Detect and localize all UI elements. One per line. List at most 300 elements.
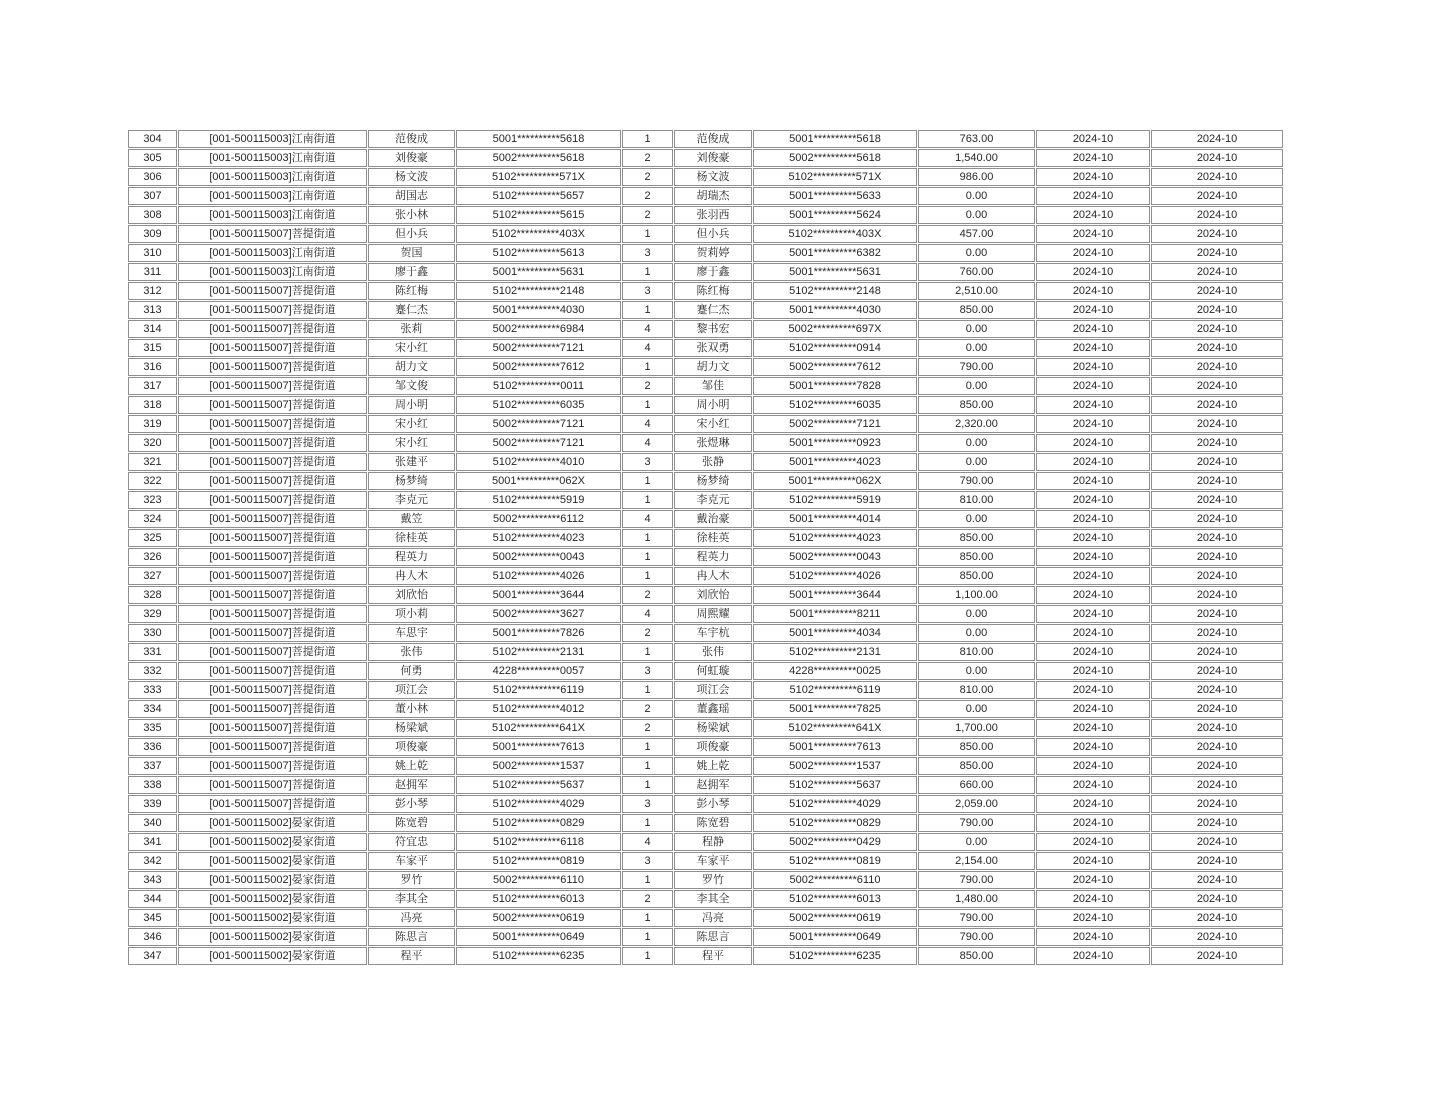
cell-row-number: 334 <box>128 700 177 718</box>
cell-insured-name: 陈宽碧 <box>368 814 455 832</box>
cell-insured-name: 邹文俊 <box>368 377 455 395</box>
cell-pay-month: 2024-10 <box>1151 529 1283 547</box>
cell-pay-month: 2024-10 <box>1151 814 1283 832</box>
cell-person-count: 3 <box>622 662 673 680</box>
cell-payee-id-masked: 5102**********0829 <box>753 814 917 832</box>
cell-pay-month: 2024-10 <box>1151 852 1283 870</box>
cell-org-code-street: [001-500115007]菩提街道 <box>178 377 367 395</box>
cell-org-code-street: [001-500115007]菩提街道 <box>178 396 367 414</box>
table-row <box>128 434 1283 452</box>
cell-row-number: 316 <box>128 358 177 376</box>
cell-pay-month: 2024-10 <box>1151 377 1283 395</box>
cell-payee-name: 杨梦绮 <box>674 472 752 490</box>
cell-row-number: 326 <box>128 548 177 566</box>
cell-payee-name: 程静 <box>674 833 752 851</box>
cell-person-count: 1 <box>622 776 673 794</box>
cell-insured-name: 廖于鑫 <box>368 263 455 281</box>
table-row <box>128 833 1283 851</box>
cell-org-code-street: [001-500115007]菩提街道 <box>178 415 367 433</box>
cell-row-number: 309 <box>128 225 177 243</box>
cell-amount: 850.00 <box>918 529 1035 547</box>
cell-payee-name: 程英力 <box>674 548 752 566</box>
cell-person-count: 4 <box>622 320 673 338</box>
cell-row-number: 321 <box>128 453 177 471</box>
table-row <box>128 871 1283 889</box>
cell-amount: 2,510.00 <box>918 282 1035 300</box>
cell-insured-id-masked: 5102**********0829 <box>456 814 621 832</box>
cell-org-code-street: [001-500115003]江南街道 <box>178 168 367 186</box>
cell-row-number: 332 <box>128 662 177 680</box>
cell-payee-name: 张静 <box>674 453 752 471</box>
cell-payee-id-masked: 5001**********4030 <box>753 301 917 319</box>
table-row <box>128 491 1283 509</box>
cell-amount: 0.00 <box>918 662 1035 680</box>
cell-amount: 810.00 <box>918 643 1035 661</box>
table-row <box>128 339 1283 357</box>
cell-insured-id-masked: 5002**********7121 <box>456 434 621 452</box>
cell-insured-id-masked: 5102**********6118 <box>456 833 621 851</box>
cell-insured-name: 彭小琴 <box>368 795 455 813</box>
cell-org-code-street: [001-500115007]菩提街道 <box>178 757 367 775</box>
cell-payee-id-masked: 5001**********062X <box>753 472 917 490</box>
cell-fee-month: 2024-10 <box>1036 377 1150 395</box>
cell-payee-name: 张羽西 <box>674 206 752 224</box>
cell-fee-month: 2024-10 <box>1036 681 1150 699</box>
cell-amount: 0.00 <box>918 453 1035 471</box>
table-row <box>128 130 1283 148</box>
cell-pay-month: 2024-10 <box>1151 339 1283 357</box>
cell-fee-month: 2024-10 <box>1036 662 1150 680</box>
cell-org-code-street: [001-500115007]菩提街道 <box>178 738 367 756</box>
cell-payee-name: 项江会 <box>674 681 752 699</box>
cell-person-count: 1 <box>622 928 673 946</box>
cell-person-count: 3 <box>622 795 673 813</box>
cell-row-number: 325 <box>128 529 177 547</box>
cell-amount: 1,100.00 <box>918 586 1035 604</box>
cell-pay-month: 2024-10 <box>1151 472 1283 490</box>
cell-person-count: 1 <box>622 301 673 319</box>
cell-insured-name: 杨梦绮 <box>368 472 455 490</box>
cell-payee-name: 戴治豪 <box>674 510 752 528</box>
cell-person-count: 1 <box>622 567 673 585</box>
cell-insured-name: 车思宇 <box>368 624 455 642</box>
table-row <box>128 909 1283 927</box>
cell-fee-month: 2024-10 <box>1036 624 1150 642</box>
cell-row-number: 313 <box>128 301 177 319</box>
cell-payee-id-masked: 5002**********0429 <box>753 833 917 851</box>
cell-org-code-street: [001-500115007]菩提街道 <box>178 662 367 680</box>
cell-insured-name: 李其全 <box>368 890 455 908</box>
cell-insured-name: 何勇 <box>368 662 455 680</box>
cell-amount: 790.00 <box>918 814 1035 832</box>
cell-fee-month: 2024-10 <box>1036 168 1150 186</box>
cell-fee-month: 2024-10 <box>1036 814 1150 832</box>
cell-payee-name: 冉人木 <box>674 567 752 585</box>
cell-pay-month: 2024-10 <box>1151 871 1283 889</box>
cell-payee-name: 李克元 <box>674 491 752 509</box>
cell-insured-name: 宋小红 <box>368 434 455 452</box>
cell-amount: 0.00 <box>918 320 1035 338</box>
cell-amount: 0.00 <box>918 624 1035 642</box>
cell-person-count: 3 <box>622 282 673 300</box>
cell-insured-name: 但小兵 <box>368 225 455 243</box>
cell-payee-name: 张伟 <box>674 643 752 661</box>
cell-pay-month: 2024-10 <box>1151 719 1283 737</box>
cell-org-code-street: [001-500115007]菩提街道 <box>178 358 367 376</box>
cell-insured-name: 徐桂英 <box>368 529 455 547</box>
cell-pay-month: 2024-10 <box>1151 130 1283 148</box>
cell-payee-id-masked: 5001**********3644 <box>753 586 917 604</box>
cell-insured-id-masked: 5002**********6110 <box>456 871 621 889</box>
cell-org-code-street: [001-500115007]菩提街道 <box>178 624 367 642</box>
cell-fee-month: 2024-10 <box>1036 928 1150 946</box>
cell-pay-month: 2024-10 <box>1151 833 1283 851</box>
cell-payee-name: 董鑫瑶 <box>674 700 752 718</box>
cell-org-code-street: [001-500115007]菩提街道 <box>178 491 367 509</box>
cell-insured-id-masked: 5002**********5618 <box>456 149 621 167</box>
cell-org-code-street: [001-500115007]菩提街道 <box>178 700 367 718</box>
cell-row-number: 327 <box>128 567 177 585</box>
table-row <box>128 510 1283 528</box>
cell-payee-name: 但小兵 <box>674 225 752 243</box>
cell-payee-name: 李其全 <box>674 890 752 908</box>
cell-amount: 1,540.00 <box>918 149 1035 167</box>
cell-insured-name: 项江会 <box>368 681 455 699</box>
cell-payee-name: 陈红梅 <box>674 282 752 300</box>
cell-payee-id-masked: 5102**********4029 <box>753 795 917 813</box>
cell-payee-id-masked: 5001**********7613 <box>753 738 917 756</box>
cell-person-count: 1 <box>622 681 673 699</box>
cell-person-count: 1 <box>622 491 673 509</box>
table-row <box>128 890 1283 908</box>
cell-payee-id-masked: 5002**********0619 <box>753 909 917 927</box>
cell-insured-name: 项小莉 <box>368 605 455 623</box>
cell-payee-id-masked: 5002**********0043 <box>753 548 917 566</box>
cell-payee-id-masked: 5102**********5919 <box>753 491 917 509</box>
cell-pay-month: 2024-10 <box>1151 567 1283 585</box>
cell-fee-month: 2024-10 <box>1036 738 1150 756</box>
cell-person-count: 1 <box>622 757 673 775</box>
cell-amount: 850.00 <box>918 301 1035 319</box>
cell-fee-month: 2024-10 <box>1036 301 1150 319</box>
cell-row-number: 344 <box>128 890 177 908</box>
table-row <box>128 719 1283 737</box>
cell-row-number: 320 <box>128 434 177 452</box>
cell-person-count: 1 <box>622 396 673 414</box>
cell-org-code-street: [001-500115007]菩提街道 <box>178 301 367 319</box>
cell-row-number: 307 <box>128 187 177 205</box>
cell-org-code-street: [001-500115002]晏家街道 <box>178 852 367 870</box>
table-row <box>128 187 1283 205</box>
cell-amount: 0.00 <box>918 187 1035 205</box>
cell-insured-id-masked: 5002**********7121 <box>456 339 621 357</box>
cell-row-number: 322 <box>128 472 177 490</box>
cell-payee-name: 胡瑞杰 <box>674 187 752 205</box>
cell-insured-id-masked: 5102**********641X <box>456 719 621 737</box>
cell-org-code-street: [001-500115007]菩提街道 <box>178 548 367 566</box>
cell-amount: 850.00 <box>918 947 1035 965</box>
cell-payee-name: 项俊豪 <box>674 738 752 756</box>
cell-amount: 850.00 <box>918 396 1035 414</box>
cell-pay-month: 2024-10 <box>1151 681 1283 699</box>
cell-org-code-street: [001-500115003]江南街道 <box>178 206 367 224</box>
cell-insured-id-masked: 5102**********5615 <box>456 206 621 224</box>
cell-payee-name: 廖于鑫 <box>674 263 752 281</box>
cell-person-count: 4 <box>622 605 673 623</box>
cell-payee-id-masked: 5001**********5618 <box>753 130 917 148</box>
cell-amount: 0.00 <box>918 833 1035 851</box>
cell-insured-id-masked: 5001**********5618 <box>456 130 621 148</box>
cell-payee-id-masked: 5102**********641X <box>753 719 917 737</box>
table-row <box>128 168 1283 186</box>
cell-org-code-street: [001-500115007]菩提街道 <box>178 529 367 547</box>
cell-pay-month: 2024-10 <box>1151 909 1283 927</box>
cell-payee-name: 刘俊豪 <box>674 149 752 167</box>
cell-payee-id-masked: 5002**********7612 <box>753 358 917 376</box>
cell-amount: 0.00 <box>918 700 1035 718</box>
cell-amount: 2,059.00 <box>918 795 1035 813</box>
cell-payee-name: 姚上乾 <box>674 757 752 775</box>
cell-insured-name: 宋小红 <box>368 415 455 433</box>
cell-pay-month: 2024-10 <box>1151 491 1283 509</box>
cell-payee-id-masked: 5001**********4014 <box>753 510 917 528</box>
cell-insured-name: 贺国 <box>368 244 455 262</box>
table-row <box>128 301 1283 319</box>
cell-insured-name: 程平 <box>368 947 455 965</box>
cell-org-code-street: [001-500115003]江南街道 <box>178 130 367 148</box>
cell-pay-month: 2024-10 <box>1151 757 1283 775</box>
cell-amount: 2,320.00 <box>918 415 1035 433</box>
cell-person-count: 1 <box>622 738 673 756</box>
cell-insured-name: 姚上乾 <box>368 757 455 775</box>
cell-insured-id-masked: 5102**********5613 <box>456 244 621 262</box>
cell-fee-month: 2024-10 <box>1036 776 1150 794</box>
table-row <box>128 643 1283 661</box>
cell-person-count: 1 <box>622 358 673 376</box>
cell-fee-month: 2024-10 <box>1036 130 1150 148</box>
cell-row-number: 346 <box>128 928 177 946</box>
table-row <box>128 320 1283 338</box>
cell-payee-id-masked: 5001**********8211 <box>753 605 917 623</box>
cell-pay-month: 2024-10 <box>1151 605 1283 623</box>
cell-payee-name: 邹佳 <box>674 377 752 395</box>
cell-insured-name: 陈思言 <box>368 928 455 946</box>
cell-insured-name: 董小林 <box>368 700 455 718</box>
cell-payee-name: 范俊成 <box>674 130 752 148</box>
cell-fee-month: 2024-10 <box>1036 187 1150 205</box>
cell-amount: 0.00 <box>918 244 1035 262</box>
cell-org-code-street: [001-500115002]晏家街道 <box>178 928 367 946</box>
cell-row-number: 312 <box>128 282 177 300</box>
cell-insured-id-masked: 5002**********7612 <box>456 358 621 376</box>
cell-row-number: 338 <box>128 776 177 794</box>
cell-payee-id-masked: 5102**********2148 <box>753 282 917 300</box>
cell-payee-id-masked: 5102**********2131 <box>753 643 917 661</box>
cell-org-code-street: [001-500115007]菩提街道 <box>178 339 367 357</box>
cell-org-code-street: [001-500115007]菩提街道 <box>178 282 367 300</box>
cell-org-code-street: [001-500115007]菩提街道 <box>178 643 367 661</box>
cell-insured-id-masked: 5102**********4012 <box>456 700 621 718</box>
cell-payee-name: 彭小琴 <box>674 795 752 813</box>
cell-insured-id-masked: 5102**********4010 <box>456 453 621 471</box>
cell-payee-name: 刘欣怡 <box>674 586 752 604</box>
cell-pay-month: 2024-10 <box>1151 244 1283 262</box>
cell-org-code-street: [001-500115002]晏家街道 <box>178 909 367 927</box>
cell-pay-month: 2024-10 <box>1151 225 1283 243</box>
cell-payee-id-masked: 5102**********571X <box>753 168 917 186</box>
cell-amount: 790.00 <box>918 871 1035 889</box>
cell-org-code-street: [001-500115007]菩提街道 <box>178 225 367 243</box>
cell-amount: 790.00 <box>918 358 1035 376</box>
cell-pay-month: 2024-10 <box>1151 947 1283 965</box>
cell-pay-month: 2024-10 <box>1151 662 1283 680</box>
table-row <box>128 681 1283 699</box>
cell-payee-id-masked: 5102**********6035 <box>753 396 917 414</box>
cell-person-count: 1 <box>622 529 673 547</box>
cell-payee-name: 冯亮 <box>674 909 752 927</box>
cell-pay-month: 2024-10 <box>1151 396 1283 414</box>
cell-payee-id-masked: 5001**********7825 <box>753 700 917 718</box>
cell-insured-name: 符宜忠 <box>368 833 455 851</box>
cell-insured-name: 程英力 <box>368 548 455 566</box>
cell-amount: 0.00 <box>918 339 1035 357</box>
cell-person-count: 1 <box>622 263 673 281</box>
table-row <box>128 358 1283 376</box>
cell-fee-month: 2024-10 <box>1036 795 1150 813</box>
cell-insured-name: 张伟 <box>368 643 455 661</box>
table-body <box>128 130 1283 965</box>
cell-insured-id-masked: 5102**********4026 <box>456 567 621 585</box>
cell-fee-month: 2024-10 <box>1036 491 1150 509</box>
cell-pay-month: 2024-10 <box>1151 453 1283 471</box>
cell-org-code-street: [001-500115007]菩提街道 <box>178 453 367 471</box>
cell-row-number: 345 <box>128 909 177 927</box>
cell-person-count: 2 <box>622 377 673 395</box>
cell-insured-id-masked: 5102**********0011 <box>456 377 621 395</box>
cell-amount: 0.00 <box>918 377 1035 395</box>
cell-row-number: 328 <box>128 586 177 604</box>
cell-payee-name: 杨文波 <box>674 168 752 186</box>
cell-pay-month: 2024-10 <box>1151 928 1283 946</box>
cell-insured-name: 胡国志 <box>368 187 455 205</box>
cell-fee-month: 2024-10 <box>1036 415 1150 433</box>
cell-fee-month: 2024-10 <box>1036 757 1150 775</box>
cell-payee-name: 蹇仁杰 <box>674 301 752 319</box>
cell-fee-month: 2024-10 <box>1036 852 1150 870</box>
cell-payee-id-masked: 5001**********4034 <box>753 624 917 642</box>
cell-payee-id-masked: 5001**********0923 <box>753 434 917 452</box>
cell-org-code-street: [001-500115002]晏家街道 <box>178 871 367 889</box>
cell-insured-id-masked: 5102**********6013 <box>456 890 621 908</box>
cell-amount: 0.00 <box>918 510 1035 528</box>
cell-person-count: 1 <box>622 472 673 490</box>
cell-person-count: 4 <box>622 510 673 528</box>
cell-pay-month: 2024-10 <box>1151 548 1283 566</box>
cell-payee-name: 车宇杭 <box>674 624 752 642</box>
cell-insured-name: 周小明 <box>368 396 455 414</box>
cell-payee-id-masked: 5002**********6110 <box>753 871 917 889</box>
cell-amount: 850.00 <box>918 738 1035 756</box>
cell-insured-name: 刘俊豪 <box>368 149 455 167</box>
table-row <box>128 263 1283 281</box>
cell-payee-id-masked: 5001**********5624 <box>753 206 917 224</box>
cell-person-count: 1 <box>622 947 673 965</box>
cell-row-number: 339 <box>128 795 177 813</box>
cell-row-number: 341 <box>128 833 177 851</box>
cell-payee-name: 宋小红 <box>674 415 752 433</box>
cell-payee-name: 张煜琳 <box>674 434 752 452</box>
cell-row-number: 324 <box>128 510 177 528</box>
cell-amount: 763.00 <box>918 130 1035 148</box>
cell-row-number: 337 <box>128 757 177 775</box>
cell-pay-month: 2024-10 <box>1151 795 1283 813</box>
cell-org-code-street: [001-500115007]菩提街道 <box>178 320 367 338</box>
table-row <box>128 377 1283 395</box>
cell-org-code-street: [001-500115003]江南街道 <box>178 149 367 167</box>
cell-fee-month: 2024-10 <box>1036 453 1150 471</box>
table-row <box>128 776 1283 794</box>
cell-row-number: 329 <box>128 605 177 623</box>
cell-org-code-street: [001-500115007]菩提街道 <box>178 776 367 794</box>
cell-insured-name: 李克元 <box>368 491 455 509</box>
cell-org-code-street: [001-500115007]菩提街道 <box>178 719 367 737</box>
cell-row-number: 315 <box>128 339 177 357</box>
cell-payee-id-masked: 5002**********7121 <box>753 415 917 433</box>
cell-amount: 0.00 <box>918 605 1035 623</box>
cell-pay-month: 2024-10 <box>1151 890 1283 908</box>
table-row <box>128 529 1283 547</box>
cell-payee-name: 胡力文 <box>674 358 752 376</box>
cell-org-code-street: [001-500115003]江南街道 <box>178 263 367 281</box>
cell-insured-id-masked: 5002**********0619 <box>456 909 621 927</box>
table-row <box>128 928 1283 946</box>
cell-insured-name: 车家平 <box>368 852 455 870</box>
table-row <box>128 453 1283 471</box>
table-row <box>128 738 1283 756</box>
cell-pay-month: 2024-10 <box>1151 738 1283 756</box>
cell-amount: 0.00 <box>918 206 1035 224</box>
table-row <box>128 947 1283 965</box>
cell-insured-id-masked: 5002**********1537 <box>456 757 621 775</box>
cell-person-count: 2 <box>622 187 673 205</box>
data-table <box>127 129 1284 966</box>
cell-payee-id-masked: 5102**********6013 <box>753 890 917 908</box>
cell-insured-id-masked: 5102**********403X <box>456 225 621 243</box>
cell-insured-name: 范俊成 <box>368 130 455 148</box>
cell-payee-id-masked: 5102**********403X <box>753 225 917 243</box>
cell-pay-month: 2024-10 <box>1151 206 1283 224</box>
cell-person-count: 2 <box>622 719 673 737</box>
table-row <box>128 282 1283 300</box>
table-row <box>128 624 1283 642</box>
cell-fee-month: 2024-10 <box>1036 890 1150 908</box>
cell-payee-id-masked: 5102**********5637 <box>753 776 917 794</box>
cell-row-number: 317 <box>128 377 177 395</box>
cell-amount: 1,480.00 <box>918 890 1035 908</box>
cell-person-count: 2 <box>622 206 673 224</box>
cell-payee-name: 周熙耀 <box>674 605 752 623</box>
cell-fee-month: 2024-10 <box>1036 263 1150 281</box>
cell-amount: 850.00 <box>918 567 1035 585</box>
cell-person-count: 1 <box>622 130 673 148</box>
cell-payee-id-masked: 4228**********0025 <box>753 662 917 680</box>
cell-insured-id-masked: 5001**********7826 <box>456 624 621 642</box>
cell-person-count: 2 <box>622 168 673 186</box>
cell-amount: 850.00 <box>918 757 1035 775</box>
table-row <box>128 700 1283 718</box>
cell-payee-id-masked: 5001**********6382 <box>753 244 917 262</box>
cell-org-code-street: [001-500115002]晏家街道 <box>178 890 367 908</box>
